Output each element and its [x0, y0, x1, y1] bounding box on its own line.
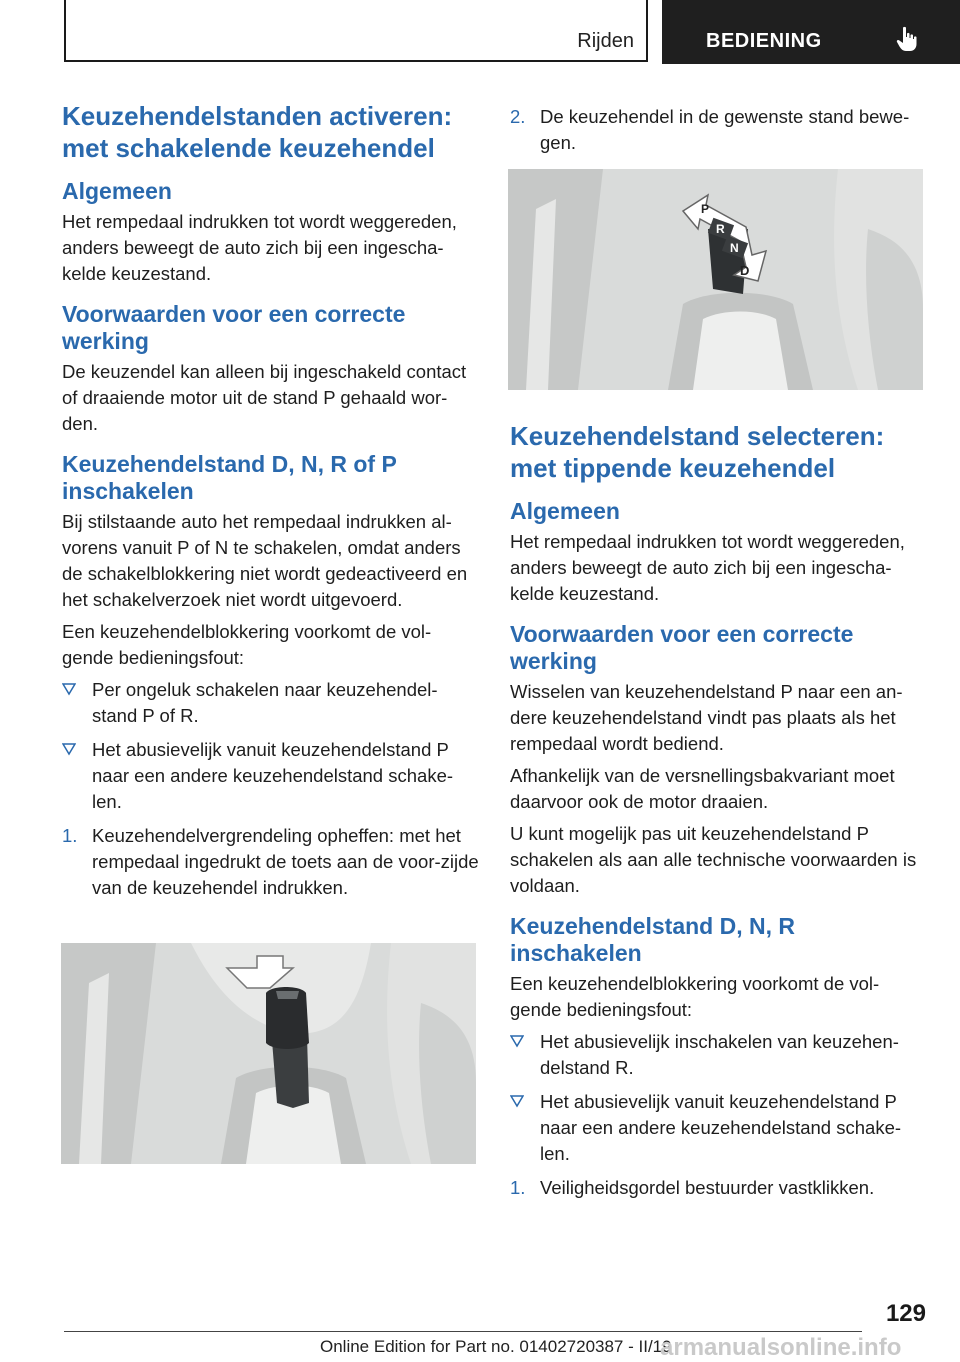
- paragraph: Wisselen van keuzehendelstand P naar een an-dere keuzehendelstand vindt pas plaats als het rempedaal wordt bediend.: [510, 681, 903, 754]
- list-item: Het abusievelijk inschakelen van keuzehen-delstand R.: [510, 1029, 928, 1081]
- step-item: [510, 104, 928, 156]
- list-item: Per ongeluk schakelen naar keuzehendel-stand P of R.: [62, 677, 480, 729]
- subheading: Algemeen: [510, 498, 620, 524]
- gear-letter-p: P: [701, 202, 710, 216]
- edition-text: Online Edition for Part no. 01402720387 - II/19: [320, 1337, 672, 1356]
- paragraph: De keuzendel kan alleen bij ingeschakeld contact of draaiende motor uit de stand P gehaald wor-den.: [62, 361, 467, 434]
- right-column: [510, 100, 928, 162]
- triangle-bullet-icon: [62, 682, 76, 696]
- triangle-bullet-icon: [510, 1094, 524, 1108]
- paragraph: Afhankelijk van de versnellingsbakvariant moet daarvoor ook de motor draaien.: [510, 765, 895, 812]
- step-number: 2.: [510, 106, 526, 127]
- figure-lever-positions: [508, 169, 923, 390]
- page-number: 129: [885, 1300, 926, 1327]
- section-general: [510, 498, 928, 607]
- paragraph: Een keuzehendelblokkering voorkomt de vol-gende bedieningsfout:: [510, 973, 880, 1020]
- section-general: [62, 178, 480, 287]
- step-text: De keuzehendel in de gewenste stand bewe-gen.: [540, 106, 910, 153]
- list-item: Het abusievelijk vanuit keuzehendelstand P naar een andere keuzehendelstand schake-len.: [62, 737, 480, 815]
- paragraph: Het rempedaal indrukken tot wordt weggereden, anders beweegt de auto zich bij een ingescha-kelde keuzestand.: [510, 531, 905, 604]
- subheading: Keuzehendelstand D, N, R inschakelen: [510, 913, 795, 966]
- watermark: armanualsonline.info: [660, 1334, 902, 1361]
- triangle-bullet-icon: [62, 742, 76, 756]
- hand-pointer-icon: [896, 26, 918, 52]
- gear-letter-n: N: [730, 241, 739, 255]
- step-text: Keuzehendelvergrendeling opheffen: met het rempedaal ingedrukt de toets aan de voor-zijde van de keuzehendel indrukken.: [92, 825, 479, 898]
- step-list: [510, 1175, 928, 1201]
- section-title: Keuzehendelstanden activeren: met schakelende keuzehendel: [62, 101, 453, 163]
- step-list: [62, 823, 480, 901]
- paragraph: Het rempedaal indrukken tot wordt weggereden, anders beweegt de auto zich bij een ingescha-kelde keuzestand.: [62, 211, 457, 284]
- right-column-lower: [510, 420, 928, 1207]
- page-header: [64, 0, 960, 64]
- gear-letter-d: D: [740, 263, 750, 278]
- paragraph: Een keuzehendelblokkering voorkomt de vol-gende bedieningsfout:: [62, 621, 432, 668]
- section-requirements: [510, 621, 928, 899]
- step-item: [62, 823, 480, 901]
- step-number: 1.: [62, 825, 78, 846]
- section-engage: [62, 451, 480, 901]
- section-tab: [64, 0, 648, 62]
- paragraph: U kunt mogelijk pas uit keuzehendelstand P schakelen als aan alle technische voorwaarden is voldaan.: [510, 823, 917, 896]
- gear-letter-r: R: [716, 222, 725, 236]
- chapter-label: BEDIENING: [706, 30, 822, 52]
- section-title: Keuzehendelstand selecteren: met tippende keuzehendel: [510, 421, 885, 483]
- footer-divider: [64, 1331, 862, 1332]
- bullet-list: [510, 1029, 928, 1167]
- figure-lever-unlock: [61, 943, 476, 1164]
- left-column: [62, 100, 480, 907]
- triangle-bullet-icon: [510, 1034, 524, 1048]
- lever-illustration: [61, 943, 476, 1164]
- subheading: Keuzehendelstand D, N, R of P inschakelen: [62, 451, 397, 504]
- chapter-tab: [662, 0, 960, 64]
- paragraph: Bij stilstaande auto het rempedaal indrukken al-vorens vanuit P of N te schakelen, omdat anders de schakelblokkering niet wordt gedeactiveerd en het schakelverzoek niet wordt uitgevoerd.: [62, 511, 468, 610]
- step-item: [510, 1175, 928, 1201]
- section-engage: [510, 913, 928, 1201]
- subheading: Algemeen: [62, 178, 172, 204]
- bullet-list: [62, 677, 480, 815]
- subheading: Voorwaarden voor een correcte werking: [62, 301, 406, 354]
- list-item: Het abusievelijk vanuit keuzehendelstand P naar een andere keuzehendelstand schake-len.: [510, 1089, 928, 1167]
- subheading: Voorwaarden voor een correcte werking: [510, 621, 854, 674]
- gear-illustration: [508, 169, 923, 390]
- section-requirements: [62, 301, 480, 437]
- step-text: Veiligheidsgordel bestuurder vastklikken.: [540, 1177, 875, 1198]
- section-label: Rijden: [577, 30, 634, 52]
- step-list: [510, 104, 928, 156]
- step-number: 1.: [510, 1177, 526, 1198]
